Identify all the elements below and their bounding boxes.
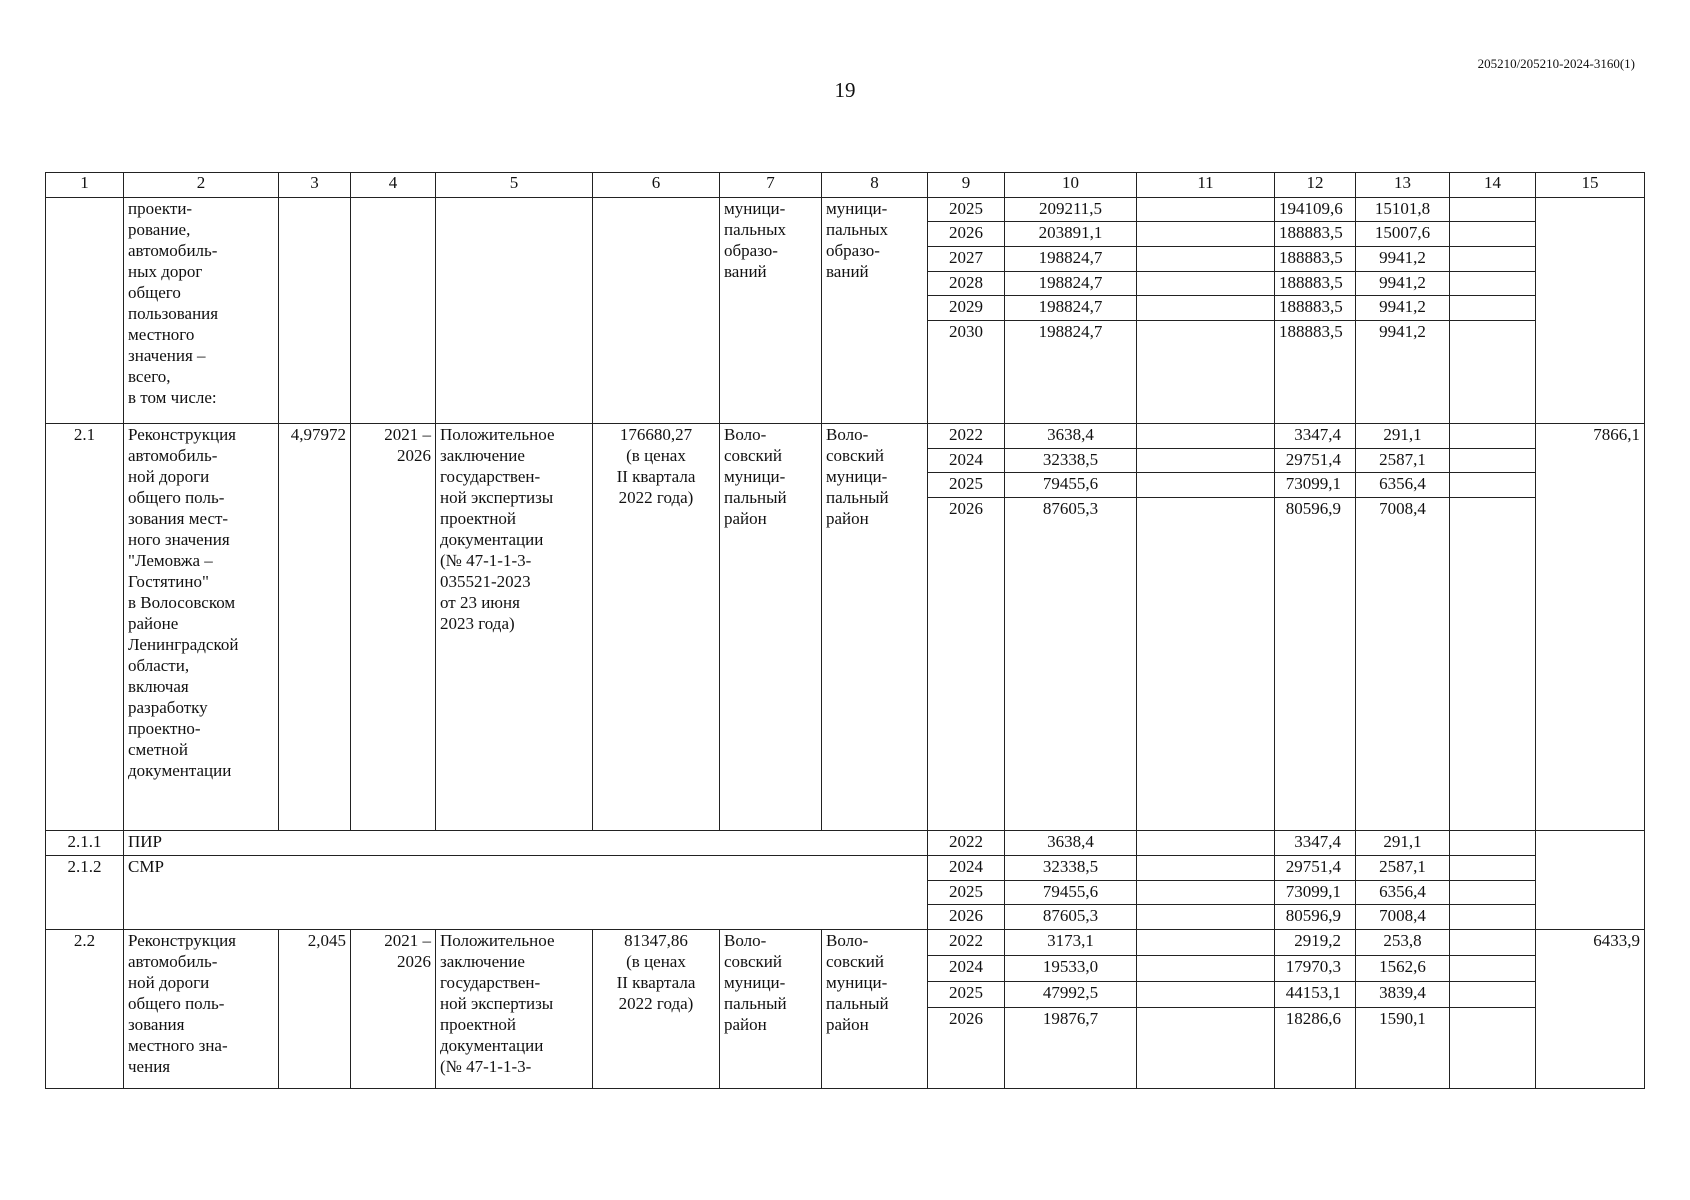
column-number-6: 6 [593, 173, 720, 198]
year-cell: 2024 [928, 856, 1005, 881]
col14-cell [1450, 296, 1536, 321]
col11-cell [1137, 497, 1275, 831]
total-value-cell: 19533,0 [1005, 956, 1137, 982]
col13-value-cell: 2587,1 [1356, 856, 1450, 881]
total-value-cell: 3173,1 [1005, 930, 1137, 956]
customer-cell: муници- пальных образо- ваний [720, 197, 822, 423]
col14-cell [1450, 271, 1536, 296]
col11-cell [1137, 448, 1275, 473]
col14-cell [1450, 222, 1536, 247]
page-number: 19 [834, 78, 856, 102]
col11-cell [1137, 246, 1275, 271]
year-cell: 2024 [928, 448, 1005, 473]
col11-cell [1137, 296, 1275, 321]
total-value-cell: 79455,6 [1005, 473, 1137, 498]
col11-cell [1137, 423, 1275, 448]
col14-cell [1450, 497, 1536, 831]
total-value-cell: 32338,5 [1005, 856, 1137, 881]
column-number-15: 15 [1536, 173, 1645, 198]
period-cell: 2021 – 2026 [351, 423, 436, 831]
col13-value-cell: 253,8 [1356, 930, 1450, 956]
col11-cell [1137, 905, 1275, 930]
item-number-cell: 2.1.1 [46, 831, 124, 856]
total-value-cell: 198824,7 [1005, 271, 1137, 296]
column-number-5: 5 [436, 173, 593, 198]
col11-cell [1137, 271, 1275, 296]
column-number-14: 14 [1450, 173, 1536, 198]
object-name-cell: проекти- рование, автомобиль- ных дорог общего пользования местного значения – всего, в том числе: [124, 197, 279, 423]
total-value-cell: 47992,5 [1005, 982, 1137, 1008]
road-length-cell: 2,045 [279, 930, 351, 1089]
total-value-cell: 198824,7 [1005, 320, 1137, 423]
col11-cell [1137, 930, 1275, 956]
col13-value-cell: 6356,4 [1356, 473, 1450, 498]
col13-value-cell: 9941,2 [1356, 246, 1450, 271]
col14-cell [1450, 423, 1536, 448]
col13-value-cell: 15101,8 [1356, 197, 1450, 222]
col14-cell [1450, 320, 1536, 423]
total-value-cell: 198824,7 [1005, 246, 1137, 271]
column-number-row [46, 173, 1645, 198]
col12-value-cell: 18286,6 [1275, 1008, 1356, 1089]
customer-cell: Воло- совский муници- пальный район [720, 930, 822, 1089]
year-cell: 2026 [928, 497, 1005, 831]
column-number-10: 10 [1005, 173, 1137, 198]
col11-cell [1137, 320, 1275, 423]
project-2-2-row [46, 930, 1645, 956]
column-number-8: 8 [822, 173, 928, 198]
column-number-12: 12 [1275, 173, 1356, 198]
col14-cell [1450, 956, 1536, 982]
col11-cell [1137, 1008, 1275, 1089]
col12-value-cell: 17970,3 [1275, 956, 1356, 982]
year-cell: 2029 [928, 296, 1005, 321]
column-number-4: 4 [351, 173, 436, 198]
col13-value-cell: 7008,4 [1356, 497, 1450, 831]
col11-cell [1137, 880, 1275, 905]
total-block-row [46, 197, 1645, 222]
col13-value-cell: 1590,1 [1356, 1008, 1450, 1089]
col11-cell [1137, 956, 1275, 982]
col15-value-cell: 7866,1 [1536, 423, 1645, 831]
customer-cell: Воло- совский муници- пальный район [720, 423, 822, 831]
item-number-cell: 2.1 [46, 423, 124, 831]
year-cell: 2030 [928, 320, 1005, 423]
column-number-2: 2 [124, 173, 279, 198]
col12-value-cell: 188883,5 [1275, 271, 1356, 296]
col15-value-cell: 6433,9 [1536, 930, 1645, 1089]
executor-cell: Воло- совский муници- пальный район [822, 423, 928, 831]
road-length-cell: 4,97972 [279, 423, 351, 831]
total-value-cell: 79455,6 [1005, 880, 1137, 905]
col14-cell [1450, 831, 1536, 856]
executor-cell: Воло- совский муници- пальный район [822, 930, 928, 1089]
col11-cell [1137, 197, 1275, 222]
column-number-11: 11 [1137, 173, 1275, 198]
col11-cell [1137, 982, 1275, 1008]
year-cell: 2022 [928, 831, 1005, 856]
col12-value-cell: 29751,4 [1275, 448, 1356, 473]
year-cell: 2022 [928, 930, 1005, 956]
col12-value-cell: 80596,9 [1275, 497, 1356, 831]
col14-cell [1450, 1008, 1536, 1089]
col12-value-cell: 73099,1 [1275, 473, 1356, 498]
col12-value-cell: 3347,4 [1275, 423, 1356, 448]
col13-value-cell: 9941,2 [1356, 320, 1450, 423]
col13-value-cell: 9941,2 [1356, 271, 1450, 296]
col14-cell [1450, 856, 1536, 881]
expertise-cell: Положительное заключение государствен- ной экспертизы проектной документации (№ 47-1-1-3- [436, 930, 593, 1089]
object-name-cell: Реконструкция автомобиль- ной дороги общего поль- зования мест- ного значения "Лемовжа – Гостятино" в Волосовском районе Ленинградской области, включая разработку проектно- сметной документации [124, 423, 279, 831]
col12-value-cell: 80596,9 [1275, 905, 1356, 930]
col14-cell [1450, 473, 1536, 498]
total-value-cell: 3638,4 [1005, 423, 1137, 448]
col14-cell [1450, 880, 1536, 905]
year-cell: 2026 [928, 905, 1005, 930]
col12-value-cell: 44153,1 [1275, 982, 1356, 1008]
col14-cell [1450, 930, 1536, 956]
year-cell: 2025 [928, 473, 1005, 498]
col13-value-cell: 1562,6 [1356, 956, 1450, 982]
capacity-cell [279, 197, 351, 423]
budget-table [45, 172, 1645, 1089]
document-code: 205210/205210-2024-3160(1) [1477, 56, 1635, 71]
project-2-1-row [46, 423, 1645, 448]
col12-value-cell: 73099,1 [1275, 880, 1356, 905]
col13-value-cell: 6356,4 [1356, 880, 1450, 905]
sub-item-2-1-2-row [46, 856, 1645, 881]
col11-cell [1137, 473, 1275, 498]
col14-cell [1450, 905, 1536, 930]
period-cell: 2021 – 2026 [351, 930, 436, 1089]
year-cell: 2025 [928, 982, 1005, 1008]
cost-cell [593, 197, 720, 423]
col14-cell [1450, 448, 1536, 473]
year-cell: 2028 [928, 271, 1005, 296]
col11-cell [1137, 831, 1275, 856]
col12-value-cell: 2919,2 [1275, 930, 1356, 956]
expertise-cell: Положительное заключение государствен- ной экспертизы проектной документации (№ 47-1-1-3- 035521-2023 от 23 июня 2023 года) [436, 423, 593, 831]
col13-value-cell: 291,1 [1356, 423, 1450, 448]
col13-value-cell: 291,1 [1356, 831, 1450, 856]
year-cell: 2026 [928, 222, 1005, 247]
col12-value-cell: 29751,4 [1275, 856, 1356, 881]
column-number-13: 13 [1356, 173, 1450, 198]
col11-cell [1137, 222, 1275, 247]
col11-cell [1137, 856, 1275, 881]
total-value-cell: 19876,7 [1005, 1008, 1137, 1089]
col12-value-cell: 3347,4 [1275, 831, 1356, 856]
col12-value-cell: 194109,6 [1275, 197, 1356, 222]
col13-value-cell: 7008,4 [1356, 905, 1450, 930]
col12-value-cell: 188883,5 [1275, 222, 1356, 247]
work-type-cell: ПИР [124, 831, 928, 856]
year-cell: 2024 [928, 956, 1005, 982]
column-number-1: 1 [46, 173, 124, 198]
year-cell: 2022 [928, 423, 1005, 448]
column-number-9: 9 [928, 173, 1005, 198]
year-cell: 2025 [928, 197, 1005, 222]
col14-cell [1450, 982, 1536, 1008]
col12-value-cell: 188883,5 [1275, 296, 1356, 321]
total-value-cell: 32338,5 [1005, 448, 1137, 473]
cost-cell: 176680,27 (в ценах II квартала 2022 года) [593, 423, 720, 831]
col13-value-cell: 15007,6 [1356, 222, 1450, 247]
cost-cell: 81347,86 (в ценах II квартала 2022 года) [593, 930, 720, 1089]
total-value-cell: 87605,3 [1005, 905, 1137, 930]
total-value-cell: 209211,5 [1005, 197, 1137, 222]
col14-cell [1450, 197, 1536, 222]
column-number-3: 3 [279, 173, 351, 198]
col15-cell [1536, 197, 1645, 423]
col14-cell [1450, 246, 1536, 271]
period-cell [351, 197, 436, 423]
col13-value-cell: 9941,2 [1356, 296, 1450, 321]
year-cell: 2025 [928, 880, 1005, 905]
total-value-cell: 198824,7 [1005, 296, 1137, 321]
col13-value-cell: 3839,4 [1356, 982, 1450, 1008]
total-value-cell: 203891,1 [1005, 222, 1137, 247]
work-type-cell: СМР [124, 856, 928, 930]
executor-cell: муници- пальных образо- ваний [822, 197, 928, 423]
row-number-cell [46, 197, 124, 423]
column-number-7: 7 [720, 173, 822, 198]
col15-cell [1536, 831, 1645, 930]
total-value-cell: 3638,4 [1005, 831, 1137, 856]
col12-value-cell: 188883,5 [1275, 246, 1356, 271]
year-cell: 2026 [928, 1008, 1005, 1089]
expertise-cell [436, 197, 593, 423]
object-name-cell: Реконструкция автомобиль- ной дороги общего поль- зования местного зна- чения [124, 930, 279, 1089]
sub-item-2-1-1-row [46, 831, 1645, 856]
item-number-cell: 2.2 [46, 930, 124, 1089]
item-number-cell: 2.1.2 [46, 856, 124, 930]
year-cell: 2027 [928, 246, 1005, 271]
col12-value-cell: 188883,5 [1275, 320, 1356, 423]
total-value-cell: 87605,3 [1005, 497, 1137, 831]
col13-value-cell: 2587,1 [1356, 448, 1450, 473]
